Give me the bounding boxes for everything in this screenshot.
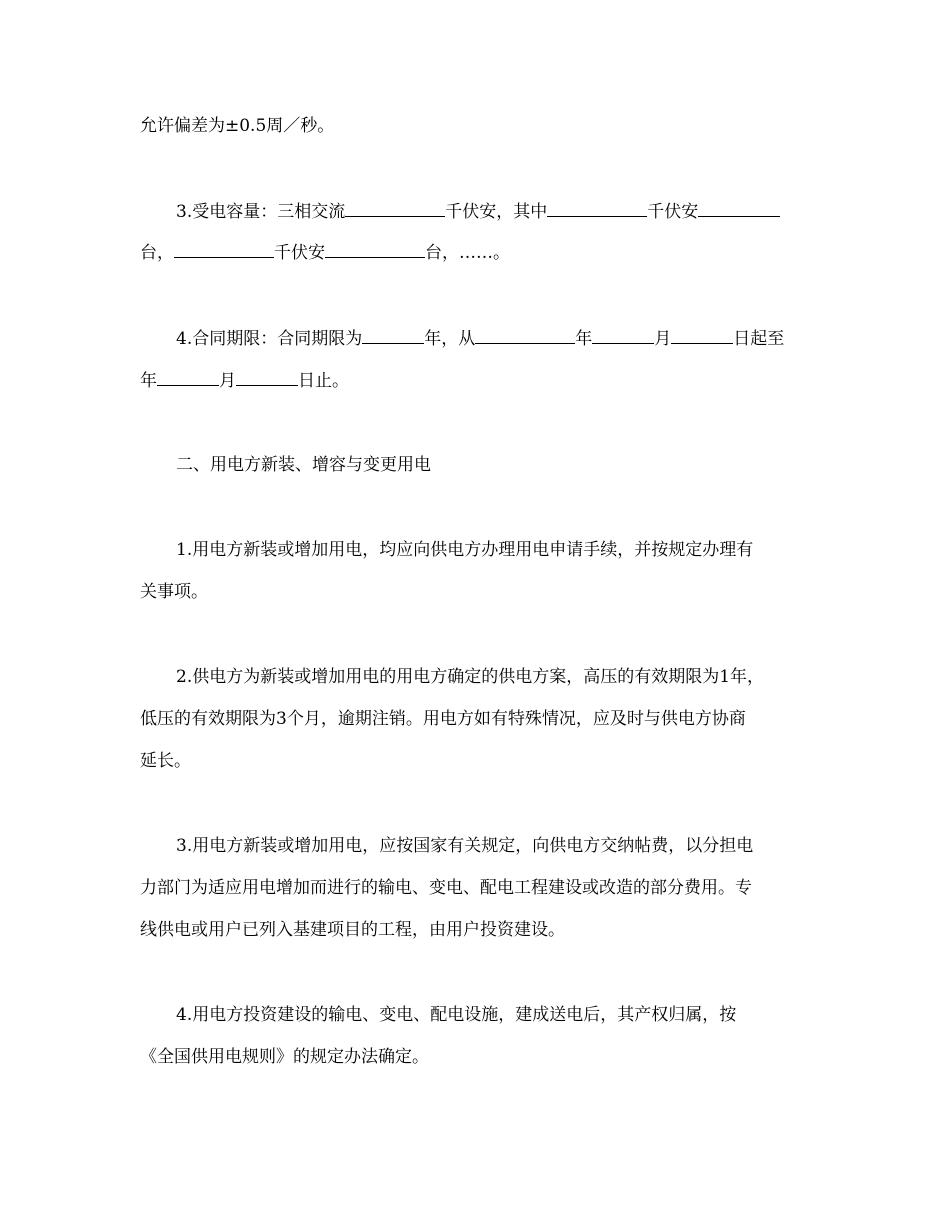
clause-2-line-3 — [140, 749, 191, 773]
clause-4-line-2 — [140, 1045, 429, 1069]
clause-3-line-1 — [176, 834, 753, 858]
blank-field-end-day[interactable] — [236, 368, 298, 386]
blank-field-units-1[interactable] — [698, 199, 780, 217]
clause-4-line-1 — [176, 1003, 736, 1027]
text-end-year: 年 — [140, 371, 157, 391]
paragraph-line-frequency — [140, 114, 334, 138]
text-kva-unit-2: 千伏安 — [274, 243, 325, 263]
text-units-2-ellipsis: 台，……。 — [425, 243, 510, 263]
blank-field-end-month[interactable] — [157, 368, 219, 386]
paragraph-term-line-1 — [176, 326, 784, 350]
blank-field-total-kva[interactable] — [345, 199, 445, 217]
blank-field-start-month[interactable] — [592, 326, 654, 344]
text-capacity-label: 3.受电容量：三相交流 — [176, 202, 346, 222]
clause-2-line-2 — [140, 707, 746, 731]
text-kva-among: 千伏安，其中 — [445, 202, 548, 222]
clause-text: 延长。 — [140, 751, 191, 771]
blank-field-kva-1[interactable] — [547, 199, 647, 217]
paragraph-capacity-line-2 — [140, 240, 510, 264]
clause-text: 3.用电方新装或增加用电，应按国家有关规定，向供电方交纳帖费，以分担电 — [176, 836, 754, 856]
text-year-from: 年，从 — [424, 329, 476, 349]
clause-3-line-3 — [140, 918, 565, 942]
text-end-day: 日止。 — [298, 371, 349, 391]
text-day-start-to: 日起至 — [733, 329, 785, 349]
section-heading-2 — [176, 453, 431, 477]
blank-field-start-year[interactable] — [475, 326, 575, 344]
text-term-label: 4.合同期限：合同期限为 — [176, 329, 363, 349]
clause-text: 力部门为适应用电增加而进行的输电、变电、配电工程建设或改造的部分费用。专 — [140, 878, 752, 898]
blank-field-units-2[interactable] — [325, 240, 425, 258]
clause-text: 4.用电方投资建设的输电、变电、配电设施，建成送电后，其产权归属，按 — [176, 1005, 737, 1025]
paragraph-capacity-line-1 — [176, 199, 780, 223]
text-year: 年 — [575, 329, 593, 349]
blank-field-kva-2[interactable] — [174, 240, 274, 258]
text-frequency-tolerance: 允许偏差为±0.5周／秒。 — [140, 116, 335, 136]
text-kva-unit-1: 千伏安 — [647, 202, 699, 222]
clause-1-line-2 — [140, 580, 208, 604]
blank-field-term-years[interactable] — [362, 326, 424, 344]
clause-text: 关事项。 — [140, 582, 208, 602]
clause-text: 2.供电方为新装或增加用电的用电方确定的供电方案，高压的有效期限为1年， — [176, 667, 765, 687]
clause-text: 1.用电方新装或增加用电，均应向供电方办理用电申请手续，并按规定办理有 — [176, 540, 754, 560]
text-end-month: 月 — [219, 371, 236, 391]
text-month: 月 — [654, 329, 672, 349]
clause-text: 《全国供用电规则》的规定办法确定。 — [140, 1047, 429, 1067]
paragraph-term-line-2 — [140, 368, 349, 392]
blank-field-start-day[interactable] — [671, 326, 733, 344]
clause-text: 线供电或用户已列入基建项目的工程，由用户投资建设。 — [140, 920, 565, 940]
clause-text: 低压的有效期限为3个月，逾期注销。用电方如有特殊情况，应及时与供电方协商 — [140, 709, 746, 729]
clause-1-line-1 — [176, 538, 753, 562]
text-units-1: 台， — [140, 243, 174, 263]
clause-2-line-1 — [176, 665, 764, 689]
clause-3-line-2 — [140, 876, 752, 900]
heading-text: 二、用电方新装、增容与变更用电 — [176, 455, 431, 475]
